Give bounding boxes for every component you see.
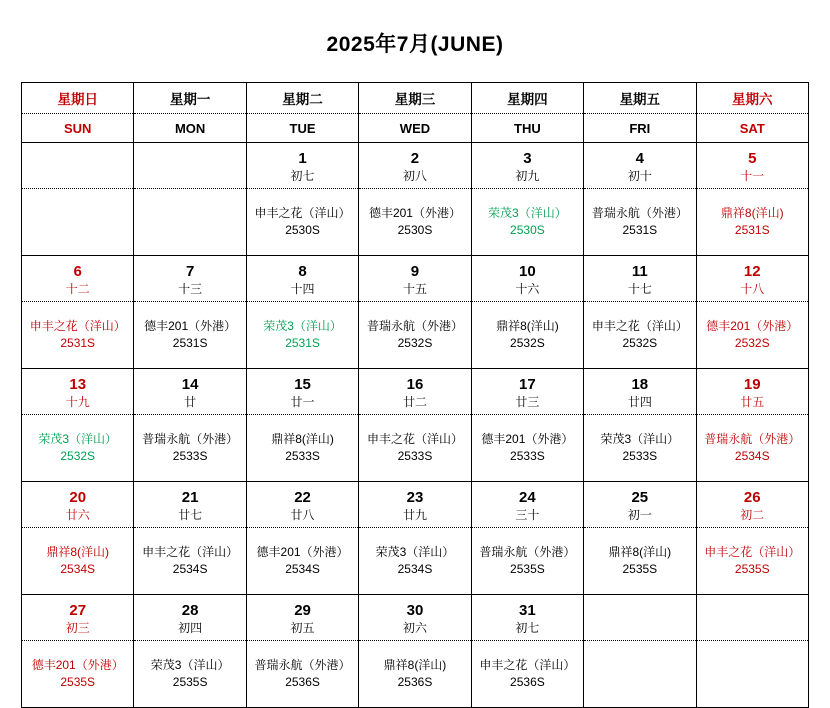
event-code: 2532S — [510, 336, 545, 350]
day-number: 19 — [743, 375, 761, 393]
day-number: 27 — [69, 601, 87, 619]
event-cell[interactable] — [22, 189, 134, 256]
event-name: 申丰之花（洋山） — [479, 658, 576, 672]
event-cell[interactable] — [471, 528, 583, 595]
event-name: 申丰之花（洋山） — [29, 319, 126, 333]
event-name: 普瑞永航（外港） — [254, 658, 351, 672]
event-cell[interactable] — [584, 641, 696, 708]
day-cell[interactable] — [696, 143, 808, 189]
day-number: 3 — [523, 149, 532, 167]
lunar-date: 十五 — [402, 281, 427, 296]
event-code: 2536S — [510, 675, 545, 689]
lunar-date: 十一 — [740, 168, 765, 183]
date-row — [22, 143, 809, 189]
event-cell[interactable] — [471, 189, 583, 256]
event-cell[interactable] — [246, 189, 358, 256]
page-title: 2025年7月(JUNE) — [326, 33, 504, 56]
event-cell[interactable] — [134, 302, 246, 369]
day-number: 31 — [519, 601, 536, 619]
date-row — [22, 595, 809, 641]
event-name: 德丰201（外港） — [706, 319, 799, 333]
calendar-table — [21, 82, 809, 708]
day-cell[interactable] — [246, 143, 358, 189]
event-code: 2532S — [622, 336, 658, 350]
lunar-date: 初十 — [627, 168, 652, 183]
weekday-header-mon-cn: 星期一 — [134, 83, 246, 114]
event-name: 德丰201（外港） — [368, 206, 461, 220]
event-cell[interactable] — [359, 302, 471, 369]
event-name: 德丰201（外港） — [256, 545, 349, 559]
event-row — [22, 415, 809, 482]
day-number: 13 — [69, 375, 87, 393]
event-name: 荣茂3（洋山） — [150, 658, 230, 672]
day-number: 28 — [181, 601, 199, 619]
day-number: 2 — [410, 149, 420, 167]
day-cell[interactable] — [359, 595, 471, 641]
weekday-header-fri-cn: 星期五 — [584, 83, 696, 114]
lunar-date: 廿八 — [290, 507, 315, 522]
day-number: 17 — [519, 375, 536, 393]
day-number: 15 — [294, 375, 311, 393]
lunar-date: 十二 — [65, 281, 90, 296]
event-code: 2533S — [285, 449, 320, 463]
day-number: 26 — [743, 488, 761, 506]
day-cell[interactable] — [134, 369, 246, 415]
weekday-header-mon-en: MON — [134, 114, 246, 143]
day-cell[interactable] — [359, 256, 471, 302]
day-number: 1 — [298, 149, 307, 167]
weekday-header-sat-cn: 星期六 — [696, 83, 808, 114]
event-cell[interactable] — [584, 528, 696, 595]
event-name: 荣茂3（洋山） — [600, 432, 680, 446]
day-number: 25 — [631, 488, 649, 506]
event-code: 2535S — [60, 675, 96, 689]
event-cell[interactable] — [696, 528, 808, 595]
event-cell[interactable] — [471, 302, 583, 369]
day-number: 7 — [185, 262, 195, 280]
weekday-header-wed-cn: 星期三 — [359, 83, 471, 114]
event-code: 2535S — [734, 562, 770, 576]
lunar-date: 三十 — [515, 507, 540, 522]
event-code: 2535S — [622, 562, 658, 576]
event-code: 2530S — [397, 223, 433, 237]
day-number: 8 — [298, 262, 307, 280]
weekday-header-wed-en: WED — [359, 114, 471, 143]
event-name: 普瑞永航（外港） — [591, 206, 688, 220]
lunar-date: 初八 — [402, 168, 427, 183]
day-cell[interactable] — [584, 143, 696, 189]
weekday-header-thu-en: THU — [471, 114, 583, 143]
lunar-date: 十四 — [290, 281, 315, 296]
event-row — [22, 302, 809, 369]
calendar-body — [22, 143, 809, 708]
day-number: 4 — [635, 149, 644, 167]
event-code: 2531S — [60, 336, 96, 350]
event-code: 2536S — [285, 675, 320, 689]
lunar-date: 初五 — [290, 620, 315, 635]
lunar-date: 廿六 — [65, 507, 90, 522]
lunar-date: 初九 — [515, 168, 540, 183]
event-name: 申丰之花（洋山） — [366, 432, 463, 446]
weekday-header-thu-cn: 星期四 — [471, 83, 583, 114]
lunar-date: 初二 — [740, 507, 765, 522]
event-code: 2534S — [172, 562, 208, 576]
event-name: 鼎祥8(洋山) — [720, 206, 784, 220]
event-name: 荣茂3（洋山） — [375, 545, 455, 559]
event-name: 申丰之花（洋山） — [591, 319, 688, 333]
lunar-date: 初四 — [178, 620, 203, 635]
lunar-date: 初三 — [65, 620, 90, 635]
day-cell[interactable] — [246, 369, 358, 415]
event-row — [22, 189, 809, 256]
event-cell[interactable] — [359, 189, 471, 256]
lunar-date: 初六 — [402, 620, 427, 635]
day-cell[interactable] — [246, 256, 358, 302]
lunar-date: 廿四 — [627, 394, 652, 409]
lunar-date: 廿九 — [402, 507, 427, 522]
day-cell[interactable] — [246, 595, 358, 641]
event-cell[interactable] — [134, 641, 246, 708]
event-name: 德丰201（外港） — [31, 658, 124, 672]
event-code: 2533S — [172, 449, 208, 463]
event-name: 申丰之花（洋山） — [142, 545, 239, 559]
lunar-date: 初一 — [627, 507, 652, 522]
event-code: 2530S — [285, 223, 320, 237]
day-cell[interactable] — [22, 143, 134, 189]
day-number: 29 — [294, 601, 311, 619]
lunar-date: 初七 — [290, 168, 315, 183]
day-number: 11 — [631, 262, 648, 280]
weekday-row-en — [22, 114, 809, 143]
lunar-date: 初七 — [515, 620, 540, 635]
day-cell[interactable] — [22, 595, 134, 641]
day-number: 21 — [181, 488, 199, 506]
event-code: 2530S — [510, 223, 545, 237]
event-name: 荣茂3（洋山） — [263, 319, 342, 333]
event-code: 2534S — [397, 562, 433, 576]
day-cell[interactable] — [696, 595, 808, 641]
day-number: 20 — [69, 488, 87, 506]
event-name: 普瑞永航（外港） — [479, 545, 576, 559]
day-cell[interactable] — [22, 482, 134, 528]
calendar-header — [22, 83, 809, 143]
day-number: 5 — [748, 149, 757, 167]
day-number: 16 — [406, 375, 424, 393]
event-code: 2531S — [172, 336, 208, 350]
event-cell[interactable] — [359, 415, 471, 482]
day-cell[interactable] — [471, 369, 583, 415]
event-cell[interactable] — [134, 415, 246, 482]
event-name: 德丰201（外港） — [144, 319, 237, 333]
event-cell[interactable] — [696, 415, 808, 482]
event-cell[interactable] — [471, 415, 583, 482]
lunar-date: 十八 — [740, 281, 765, 296]
day-number: 10 — [519, 262, 536, 280]
event-code: 2534S — [285, 562, 320, 576]
lunar-date: 廿二 — [402, 394, 427, 409]
weekday-header-sun-cn: 星期日 — [22, 83, 134, 114]
weekday-header-sun-en: SUN — [22, 114, 134, 143]
event-code: 2533S — [622, 449, 658, 463]
event-name: 德丰201（外港） — [481, 432, 574, 446]
event-cell[interactable] — [359, 528, 471, 595]
lunar-date: 廿三 — [515, 394, 540, 409]
event-cell[interactable] — [134, 528, 246, 595]
date-row — [22, 256, 809, 302]
event-code: 2535S — [510, 562, 545, 576]
weekday-header-tue-cn: 星期二 — [246, 83, 358, 114]
event-name: 普瑞永航（外港） — [142, 432, 239, 446]
event-cell[interactable] — [22, 641, 134, 708]
event-name: 荣茂3（洋山） — [38, 432, 118, 446]
day-number: 24 — [519, 488, 536, 506]
event-name: 鼎祥8(洋山) — [383, 658, 447, 672]
event-cell[interactable] — [696, 641, 808, 708]
day-cell[interactable] — [134, 256, 246, 302]
day-cell[interactable] — [134, 595, 246, 641]
event-name: 鼎祥8(洋山) — [496, 319, 559, 333]
day-cell[interactable] — [22, 369, 134, 415]
event-name: 鼎祥8(洋山) — [46, 545, 110, 559]
day-cell[interactable] — [471, 482, 583, 528]
event-code: 2531S — [285, 336, 320, 350]
lunar-date: 十七 — [627, 281, 652, 296]
day-cell[interactable] — [471, 595, 583, 641]
day-number: 14 — [181, 375, 199, 393]
event-cell[interactable] — [584, 302, 696, 369]
event-name: 鼎祥8(洋山) — [608, 545, 672, 559]
day-number: 6 — [73, 262, 82, 280]
weekday-header-fri-en: FRI — [584, 114, 696, 143]
lunar-date: 廿 — [184, 394, 197, 409]
event-cell[interactable] — [246, 302, 358, 369]
event-cell[interactable] — [584, 415, 696, 482]
day-cell[interactable] — [696, 256, 808, 302]
event-name: 鼎祥8(洋山) — [271, 432, 334, 446]
day-cell[interactable] — [696, 482, 808, 528]
event-cell[interactable] — [22, 302, 134, 369]
lunar-date: 廿一 — [290, 394, 315, 409]
day-cell[interactable] — [584, 256, 696, 302]
event-code: 2536S — [397, 675, 433, 689]
day-number: 22 — [294, 488, 311, 506]
lunar-date: 十九 — [65, 394, 90, 409]
day-cell[interactable] — [584, 369, 696, 415]
event-cell[interactable] — [246, 415, 358, 482]
event-code: 2532S — [734, 336, 770, 350]
weekday-row-cn — [22, 83, 809, 114]
event-cell[interactable] — [246, 641, 358, 708]
day-cell[interactable] — [696, 369, 808, 415]
event-row — [22, 528, 809, 595]
day-number: 30 — [406, 601, 424, 619]
day-cell[interactable] — [134, 482, 246, 528]
lunar-date: 十三 — [178, 281, 203, 296]
event-code: 2532S — [60, 449, 96, 463]
event-name: 普瑞永航（外港） — [704, 432, 801, 446]
event-name: 申丰之花（洋山） — [704, 545, 801, 559]
day-number: 9 — [410, 262, 420, 280]
event-code: 2531S — [622, 223, 658, 237]
day-cell[interactable] — [584, 482, 696, 528]
lunar-date: 十六 — [515, 281, 540, 296]
lunar-date: 廿五 — [740, 394, 765, 409]
event-cell[interactable] — [246, 528, 358, 595]
day-cell[interactable] — [584, 595, 696, 641]
day-number: 12 — [743, 262, 761, 280]
event-cell[interactable] — [359, 641, 471, 708]
event-code: 2533S — [397, 449, 433, 463]
event-cell[interactable] — [471, 641, 583, 708]
day-cell[interactable] — [359, 369, 471, 415]
event-name: 荣茂3（洋山） — [488, 206, 567, 220]
event-cell[interactable] — [584, 189, 696, 256]
day-cell[interactable] — [246, 482, 358, 528]
event-row — [22, 641, 809, 708]
date-row — [22, 369, 809, 415]
event-code: 2534S — [734, 449, 770, 463]
day-cell[interactable] — [134, 143, 246, 189]
event-code: 2531S — [734, 223, 770, 237]
event-cell[interactable] — [134, 189, 246, 256]
event-cell[interactable] — [22, 528, 134, 595]
day-cell[interactable] — [359, 143, 471, 189]
day-cell[interactable] — [22, 256, 134, 302]
weekday-header-tue-en: TUE — [246, 114, 358, 143]
event-cell[interactable] — [696, 302, 808, 369]
event-code: 2534S — [60, 562, 96, 576]
event-cell[interactable] — [696, 189, 808, 256]
event-name: 普瑞永航（外港） — [366, 319, 463, 333]
event-code: 2535S — [172, 675, 208, 689]
day-cell[interactable] — [471, 256, 583, 302]
day-number: 23 — [406, 488, 424, 506]
event-cell[interactable] — [22, 415, 134, 482]
event-code: 2533S — [510, 449, 545, 463]
day-cell[interactable] — [359, 482, 471, 528]
day-number: 18 — [631, 375, 649, 393]
date-row — [22, 482, 809, 528]
lunar-date: 廿七 — [178, 507, 203, 522]
day-cell[interactable] — [471, 143, 583, 189]
event-code: 2532S — [397, 336, 433, 350]
event-name: 申丰之花（洋山） — [254, 206, 351, 220]
weekday-header-sat-en: SAT — [696, 114, 808, 143]
